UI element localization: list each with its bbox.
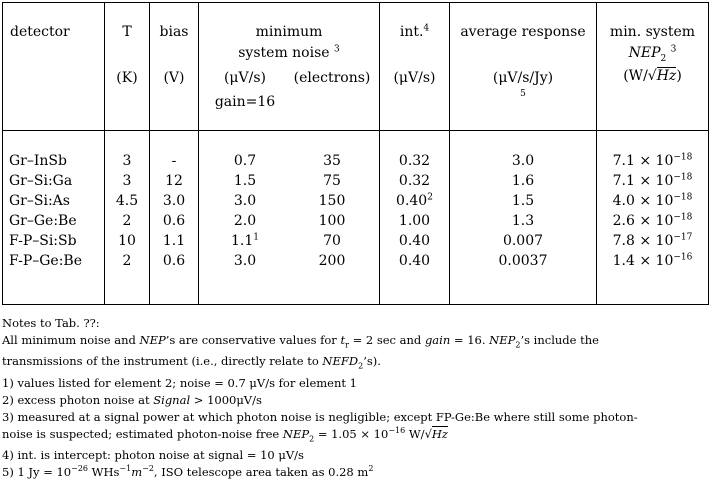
cell-detector: F-P–Ge:Be [9,253,82,269]
column-electrons [285,151,379,271]
cell-noise-uv: $1.1^1$ [231,232,259,249]
cell-temperature: 2 [122,253,132,269]
cell-electrons: 100 [318,213,346,229]
header-nep-unit: (W/√Hz) [623,68,682,84]
header-temperature-unit: (K) [116,70,138,86]
note-line: 4) int. is intercept: photon noise at signal = 10 μV/s [2,447,304,462]
cell-bias: 0.6 [162,213,186,229]
cell-electrons: 70 [323,233,341,249]
column-bias [150,151,198,271]
cell-intercept: 1.00 [398,213,431,229]
column-noise-uv [205,151,285,271]
cell-noise-uv: 1.5 [233,173,257,189]
note-line: All minimum noise and NEP’s are conservative values for $t_r = 2$ sec and gain = 16. $NEP_2’s$ include the [2,333,599,350]
cell-electrons: 35 [323,153,341,169]
cell-temperature: 10 [118,233,136,249]
cell-average-response: 0.0037 [498,253,548,269]
cell-electrons: 200 [318,253,346,269]
header-average-response: average response [460,24,586,40]
note-line: noise is suspected; estimated photon-noise free $NEP_2 = 1.05 \times 10^{-16}$ W/√Hz [2,425,448,443]
cell-nep: $7.8 \times 10^{-17}$ [612,232,693,249]
cell-detector: Gr–InSb [9,153,67,169]
cell-nep: $2.6 \times 10^{-18}$ [612,212,693,229]
column-detector [9,151,103,271]
table-right-border [708,2,709,305]
cell-average-response: 0.007 [502,233,544,249]
table-bottom-border [2,304,708,305]
header-min-system: min. system [609,24,696,40]
cell-temperature: 2 [122,213,132,229]
cell-average-response: 1.6 [511,173,535,189]
header-bias: bias [159,24,189,40]
header-average-response-unit: (μV/s/Jy) [492,70,554,86]
cell-intercept: 0.40 [398,253,431,269]
cell-average-response: 1.3 [511,213,535,229]
cell-noise-uv: 3.0 [233,253,257,269]
header-intercept: int.$^4$ [399,23,430,40]
header-average-response-note: 5 [520,89,526,99]
cell-intercept: 0.40$^2$ [396,192,433,209]
cell-bias: 12 [165,173,183,189]
table-left-border [2,2,3,305]
column-temperature [105,151,149,271]
cell-electrons: 150 [318,193,346,209]
note-line: transmissions of the instrument (i.e., directly relate to $NEFD_2’s$). [2,354,381,371]
cell-bias: 0.6 [162,253,186,269]
cell-temperature: 3 [122,153,132,169]
note-line: 1) values listed for element 2; noise = 0.7 μV/s for element 1 [2,375,357,390]
cell-nep: $7.1 \times 10^{-18}$ [612,172,693,189]
cell-noise-uv: 3.0 [233,193,257,209]
table-header-rule [2,130,708,131]
header-minimum: minimum [255,24,323,40]
column-average-response [450,151,596,271]
header-temperature: T [122,24,132,40]
cell-detector: F-P–Si:Sb [9,233,77,249]
note-line: 3) measured at a signal power at which photon noise is negligible; except FP-Ge:Be where still some photon- [2,409,638,424]
header-bias-unit: (V) [163,70,185,86]
notes-heading: Notes to Tab. ??: [2,316,100,330]
cell-temperature: 4.5 [115,193,139,209]
cell-noise-uv: 0.7 [233,153,257,169]
cell-temperature: 3 [122,173,132,189]
header-detector: detector [10,24,70,40]
cell-bias: - [171,153,177,169]
table-top-border [2,2,708,3]
header-electrons-unit: (electrons) [293,70,371,86]
cell-nep: $1.4 \times 10^{-16}$ [612,252,693,269]
cell-detector: Gr–Si:Ga [9,173,73,189]
cell-detector: Gr–Ge:Be [9,213,77,229]
cell-electrons: 75 [323,173,341,189]
header-gain: gain=16 [214,94,276,110]
column-intercept [380,151,449,271]
cell-detector: Gr–Si:As [9,193,70,209]
column-nep [597,151,708,271]
header-intercept-unit: (μV/s) [393,70,436,86]
note-line: 2) excess photon noise at Signal > 1000μV/s [2,392,262,407]
cell-average-response: 1.5 [511,193,535,209]
table-notes [2,315,710,481]
cell-bias: 3.0 [162,193,186,209]
header-nep: $NEP_2$ $^3$ [628,44,677,64]
cell-average-response: 3.0 [511,153,535,169]
cell-nep: $4.0 \times 10^{-18}$ [612,192,693,209]
header-system-noise: system noise $^3$ [238,44,340,61]
header-noise-uv-unit: (μV/s) [223,70,267,86]
cell-intercept: 0.32 [398,173,431,189]
cell-intercept: 0.40 [398,233,431,249]
cell-nep: $7.1 \times 10^{-18}$ [612,152,693,169]
note-line: 5) 1 $Jy = 10^{-26}$ $WHs^{-1}m^{-2}$, ISO telescope area taken as 0.28 $m^2$ [2,464,374,479]
cell-noise-uv: 2.0 [233,213,257,229]
cell-bias: 1.1 [162,233,186,249]
cell-intercept: 0.32 [398,153,431,169]
